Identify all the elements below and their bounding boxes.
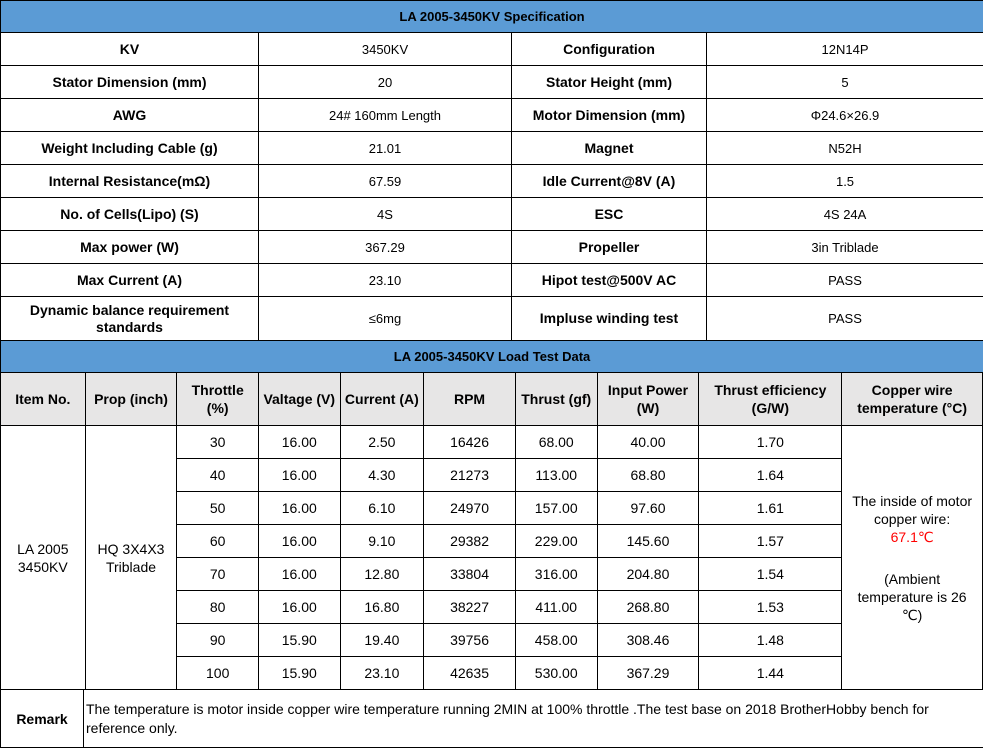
spec-value: 67.59 <box>259 165 512 198</box>
column-header: Prop (inch) <box>85 373 177 426</box>
spec-value: 12N14P <box>707 33 983 66</box>
table-cell: 16426 <box>424 426 516 459</box>
table-cell: 12.80 <box>340 558 424 591</box>
spec-label: Idle Current@8V (A) <box>512 165 707 198</box>
table-cell: 70 <box>177 558 259 591</box>
table-cell: 24970 <box>424 492 516 525</box>
table-cell: 411.00 <box>515 591 597 624</box>
table-cell: 33804 <box>424 558 516 591</box>
table-cell: 21273 <box>424 459 516 492</box>
table-cell: 23.10 <box>340 657 424 690</box>
spec-label: AWG <box>1 99 259 132</box>
copper-temperature-cell <box>842 426 983 690</box>
spec-value: 20 <box>259 66 512 99</box>
table-cell: 39756 <box>424 624 516 657</box>
remark-label: Remark <box>1 690 84 748</box>
table-cell: 16.00 <box>258 525 340 558</box>
column-header: Throttle (%) <box>177 373 259 426</box>
table-cell: 9.10 <box>340 525 424 558</box>
table-cell: 268.80 <box>597 591 699 624</box>
table-cell: 1.64 <box>699 459 842 492</box>
remark-row <box>1 690 983 748</box>
spec-value: ≤6mg <box>259 297 512 341</box>
spec-value: 3in Triblade <box>707 231 983 264</box>
spec-value: 1.5 <box>707 165 983 198</box>
spec-label: Configuration <box>512 33 707 66</box>
table-row <box>1 426 983 459</box>
column-header: Item No. <box>1 373 86 426</box>
spec-label: Stator Height (mm) <box>512 66 707 99</box>
table-cell: 1.61 <box>699 492 842 525</box>
ambient-note: (Ambient temperature is 26 ℃) <box>858 571 967 623</box>
prop-model: HQ 3X4X3 Triblade <box>85 426 177 690</box>
spec-label: Max Current (A) <box>1 264 259 297</box>
spec-title: LA 2005-3450KV Specification <box>1 1 983 33</box>
spec-value: 5 <box>707 66 983 99</box>
table-cell: 16.00 <box>258 426 340 459</box>
table-cell: 19.40 <box>340 624 424 657</box>
column-header: Current (A) <box>340 373 424 426</box>
spec-label: Stator Dimension (mm) <box>1 66 259 99</box>
table-cell: 16.00 <box>258 459 340 492</box>
spec-row <box>1 231 983 264</box>
spec-row <box>1 99 983 132</box>
table-cell: 367.29 <box>597 657 699 690</box>
column-header: Thrust efficiency (G/W) <box>699 373 842 426</box>
spec-row <box>1 132 983 165</box>
table-cell: 16.80 <box>340 591 424 624</box>
spec-value: PASS <box>707 264 983 297</box>
spec-row <box>1 297 983 341</box>
spec-label: KV <box>1 33 259 66</box>
spec-value: PASS <box>707 297 983 341</box>
spec-row <box>1 264 983 297</box>
spec-label: Propeller <box>512 231 707 264</box>
table-cell: 157.00 <box>515 492 597 525</box>
table-cell: 1.57 <box>699 525 842 558</box>
table-cell: 97.60 <box>597 492 699 525</box>
specification-table <box>0 0 983 373</box>
spec-row <box>1 33 983 66</box>
spec-value: 4S 24A <box>707 198 983 231</box>
spec-label: Max power (W) <box>1 231 259 264</box>
load-header-row <box>1 373 983 426</box>
table-cell: 40.00 <box>597 426 699 459</box>
remark-text: The temperature is motor inside copper wire temperature running 2MIN at 100% throttle .The test base on 2018 BrotherHobby bench for reference only. <box>84 690 983 748</box>
table-cell: 1.70 <box>699 426 842 459</box>
copper-note: The inside of motor copper wire: <box>852 493 972 527</box>
table-cell: 29382 <box>424 525 516 558</box>
table-cell: 1.54 <box>699 558 842 591</box>
spec-label: Impluse winding test <box>512 297 707 341</box>
table-cell: 4.30 <box>340 459 424 492</box>
spec-label: Hipot test@500V AC <box>512 264 707 297</box>
load-test-table <box>0 372 983 690</box>
column-header: Input Power (W) <box>597 373 699 426</box>
table-cell: 530.00 <box>515 657 597 690</box>
table-cell: 1.44 <box>699 657 842 690</box>
table-cell: 15.90 <box>258 624 340 657</box>
table-cell: 1.48 <box>699 624 842 657</box>
table-cell: 90 <box>177 624 259 657</box>
table-cell: 38227 <box>424 591 516 624</box>
table-cell: 40 <box>177 459 259 492</box>
column-header: Thrust (gf) <box>515 373 597 426</box>
table-cell: 204.80 <box>597 558 699 591</box>
table-cell: 1.53 <box>699 591 842 624</box>
load-test-title: LA 2005-3450KV Load Test Data <box>1 341 983 373</box>
table-cell: 68.00 <box>515 426 597 459</box>
spec-value: 21.01 <box>259 132 512 165</box>
spec-row <box>1 198 983 231</box>
table-cell: 60 <box>177 525 259 558</box>
copper-temperature-value: 67.1℃ <box>891 529 934 545</box>
spec-row <box>1 66 983 99</box>
table-cell: 80 <box>177 591 259 624</box>
column-header: Copper wire temperature (°C) <box>842 373 983 426</box>
spec-label: No. of Cells(Lipo) (S) <box>1 198 259 231</box>
column-header: Valtage (V) <box>258 373 340 426</box>
table-cell: 15.90 <box>258 657 340 690</box>
table-cell: 16.00 <box>258 558 340 591</box>
spec-value: 3450KV <box>259 33 512 66</box>
table-cell: 316.00 <box>515 558 597 591</box>
table-cell: 229.00 <box>515 525 597 558</box>
table-cell: 458.00 <box>515 624 597 657</box>
table-cell: 16.00 <box>258 492 340 525</box>
spec-label: Weight Including Cable (g) <box>1 132 259 165</box>
item-number: LA 2005 3450KV <box>1 426 86 690</box>
spec-row <box>1 165 983 198</box>
spec-value: Φ24.6×26.9 <box>707 99 983 132</box>
table-cell: 100 <box>177 657 259 690</box>
spec-value: N52H <box>707 132 983 165</box>
table-cell: 68.80 <box>597 459 699 492</box>
spec-value: 24# 160mm Length <box>259 99 512 132</box>
table-cell: 30 <box>177 426 259 459</box>
spec-value: 4S <box>259 198 512 231</box>
spec-value: 367.29 <box>259 231 512 264</box>
remark-table <box>0 689 983 748</box>
table-cell: 113.00 <box>515 459 597 492</box>
column-header: RPM <box>424 373 516 426</box>
table-cell: 42635 <box>424 657 516 690</box>
spec-label: Magnet <box>512 132 707 165</box>
table-cell: 6.10 <box>340 492 424 525</box>
table-cell: 16.00 <box>258 591 340 624</box>
table-cell: 145.60 <box>597 525 699 558</box>
spec-value: 23.10 <box>259 264 512 297</box>
spec-label: ESC <box>512 198 707 231</box>
spec-label: Motor Dimension (mm) <box>512 99 707 132</box>
table-cell: 50 <box>177 492 259 525</box>
table-cell: 308.46 <box>597 624 699 657</box>
spec-label: Internal Resistance(mΩ) <box>1 165 259 198</box>
spec-label: Dynamic balance requirement standards <box>1 297 259 341</box>
table-cell: 2.50 <box>340 426 424 459</box>
